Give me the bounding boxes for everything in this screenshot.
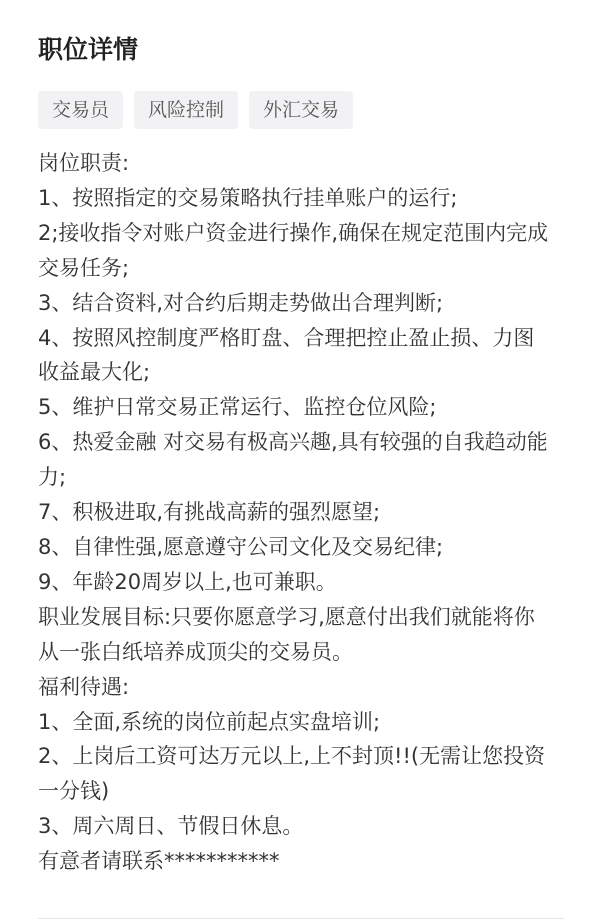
description-line: 2、上岗后工资可达万元以上,上不封顶!!(无需让您投资 [38, 744, 546, 769]
tag-risk-control[interactable]: 风险控制 [134, 91, 238, 129]
tag-forex-trading[interactable]: 外汇交易 [249, 91, 353, 129]
description-line: 3、周六周日、节假日休息。 [38, 814, 304, 839]
description-line: 一分钱) [38, 779, 110, 804]
description-line: 6、热爱金融 对交易有极高兴趣,具有较强的自我趋动能 [38, 430, 548, 455]
description-line: 职业发展目标:只要你愿意学习,愿意付出我们就能将你 [38, 604, 535, 629]
tag-trader[interactable]: 交易员 [38, 91, 123, 129]
bottom-divider [38, 918, 564, 919]
tag-list [38, 91, 353, 129]
description-line: 收益最大化; [38, 360, 151, 385]
description-line: 1、全面,系统的岗位前起点实盘培训; [38, 709, 381, 734]
description-line: 5、维护日常交易正常运行、监控仓位风险; [38, 395, 437, 420]
description-line: 1、按照指定的交易策略执行挂单账户的运行; [38, 185, 458, 210]
description-line: 4、按照风控制度严格盯盘、合理把控止盈止损、力图 [38, 325, 535, 350]
description-line: 从一张白纸培养成顶尖的交易员。 [38, 639, 353, 664]
description-line: 7、积极进取,有挑战高薪的强烈愿望; [38, 500, 381, 525]
job-description [38, 146, 568, 879]
description-line: 力; [38, 465, 67, 490]
description-line: 交易任务; [38, 255, 130, 280]
description-line: 9、年龄20周岁以上,也可兼职。 [38, 569, 337, 594]
description-line: 3、结合资料,对合约后期走势做出合理判断; [38, 290, 444, 315]
description-line: 8、自律性强,愿意遵守公司文化及交易纪律; [38, 534, 444, 559]
description-line: 2;接收指令对账户资金进行操作,确保在规定范围内完成 [38, 220, 549, 245]
description-line: 福利待遇: [38, 674, 130, 699]
description-line: 岗位职责: [38, 151, 130, 175]
description-line: 有意者请联系*********** [38, 849, 280, 874]
page-title: 职位详情 [38, 35, 139, 64]
